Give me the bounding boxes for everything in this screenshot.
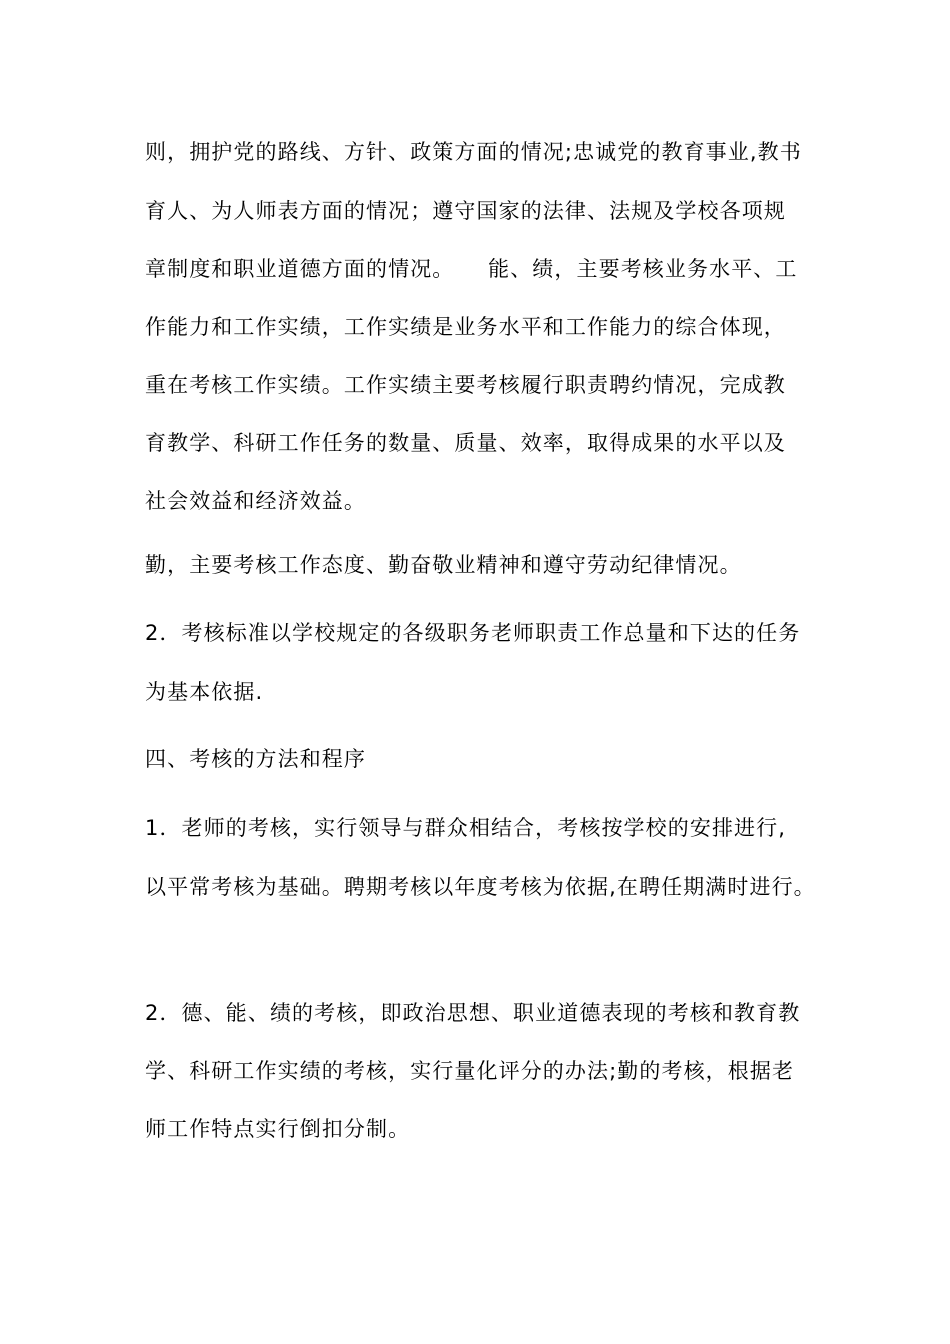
text-line: 2．考核标准以学校规定的各级职务老师职责工作总量和下达的任务 [145, 621, 801, 645]
section-heading: 四、考核的方法和程序 [145, 747, 366, 771]
text-line: 师工作特点实行倒扣分制。 [145, 1117, 411, 1141]
text-line: 社会效益和经济效益。 [145, 489, 366, 513]
text-line: 为基本依据. [145, 680, 264, 704]
text-line: 章制度和职业道德方面的情况。 能、绩，主要考核业务水平、工 [145, 257, 798, 281]
text-line: 2．德、能、绩的考核，即政治思想、职业道德表现的考核和教育教 [145, 1001, 801, 1025]
text-line: 勤，主要考核工作态度、勤奋敬业精神和遵守劳动纪律情况。 [145, 553, 742, 577]
text-line: 以平常考核为基础。聘期考核以年度考核为依据,在聘任期满时进行。 [145, 875, 816, 899]
text-line: 育人、为人师表方面的情况；遵守国家的法律、法规及学校各项规 [145, 199, 786, 223]
text-line: 则，拥护党的路线、方针、政策方面的情况;忠诚党的教育事业,教书 [145, 140, 802, 164]
text-line: 1．老师的考核，实行领导与群众相结合，考核按学校的安排进行, [145, 816, 787, 840]
text-line: 作能力和工作实绩，工作实绩是业务水平和工作能力的综合体现， [145, 315, 786, 339]
text-line: 育教学、科研工作任务的数量、质量、效率，取得成果的水平以及 [145, 431, 786, 455]
text-line: 重在考核工作实绩。工作实绩主要考核履行职责聘约情况，完成教 [145, 373, 786, 397]
text-line: 学、科研工作实绩的考核，实行量化评分的办法;勤的考核，根据老 [145, 1059, 795, 1083]
